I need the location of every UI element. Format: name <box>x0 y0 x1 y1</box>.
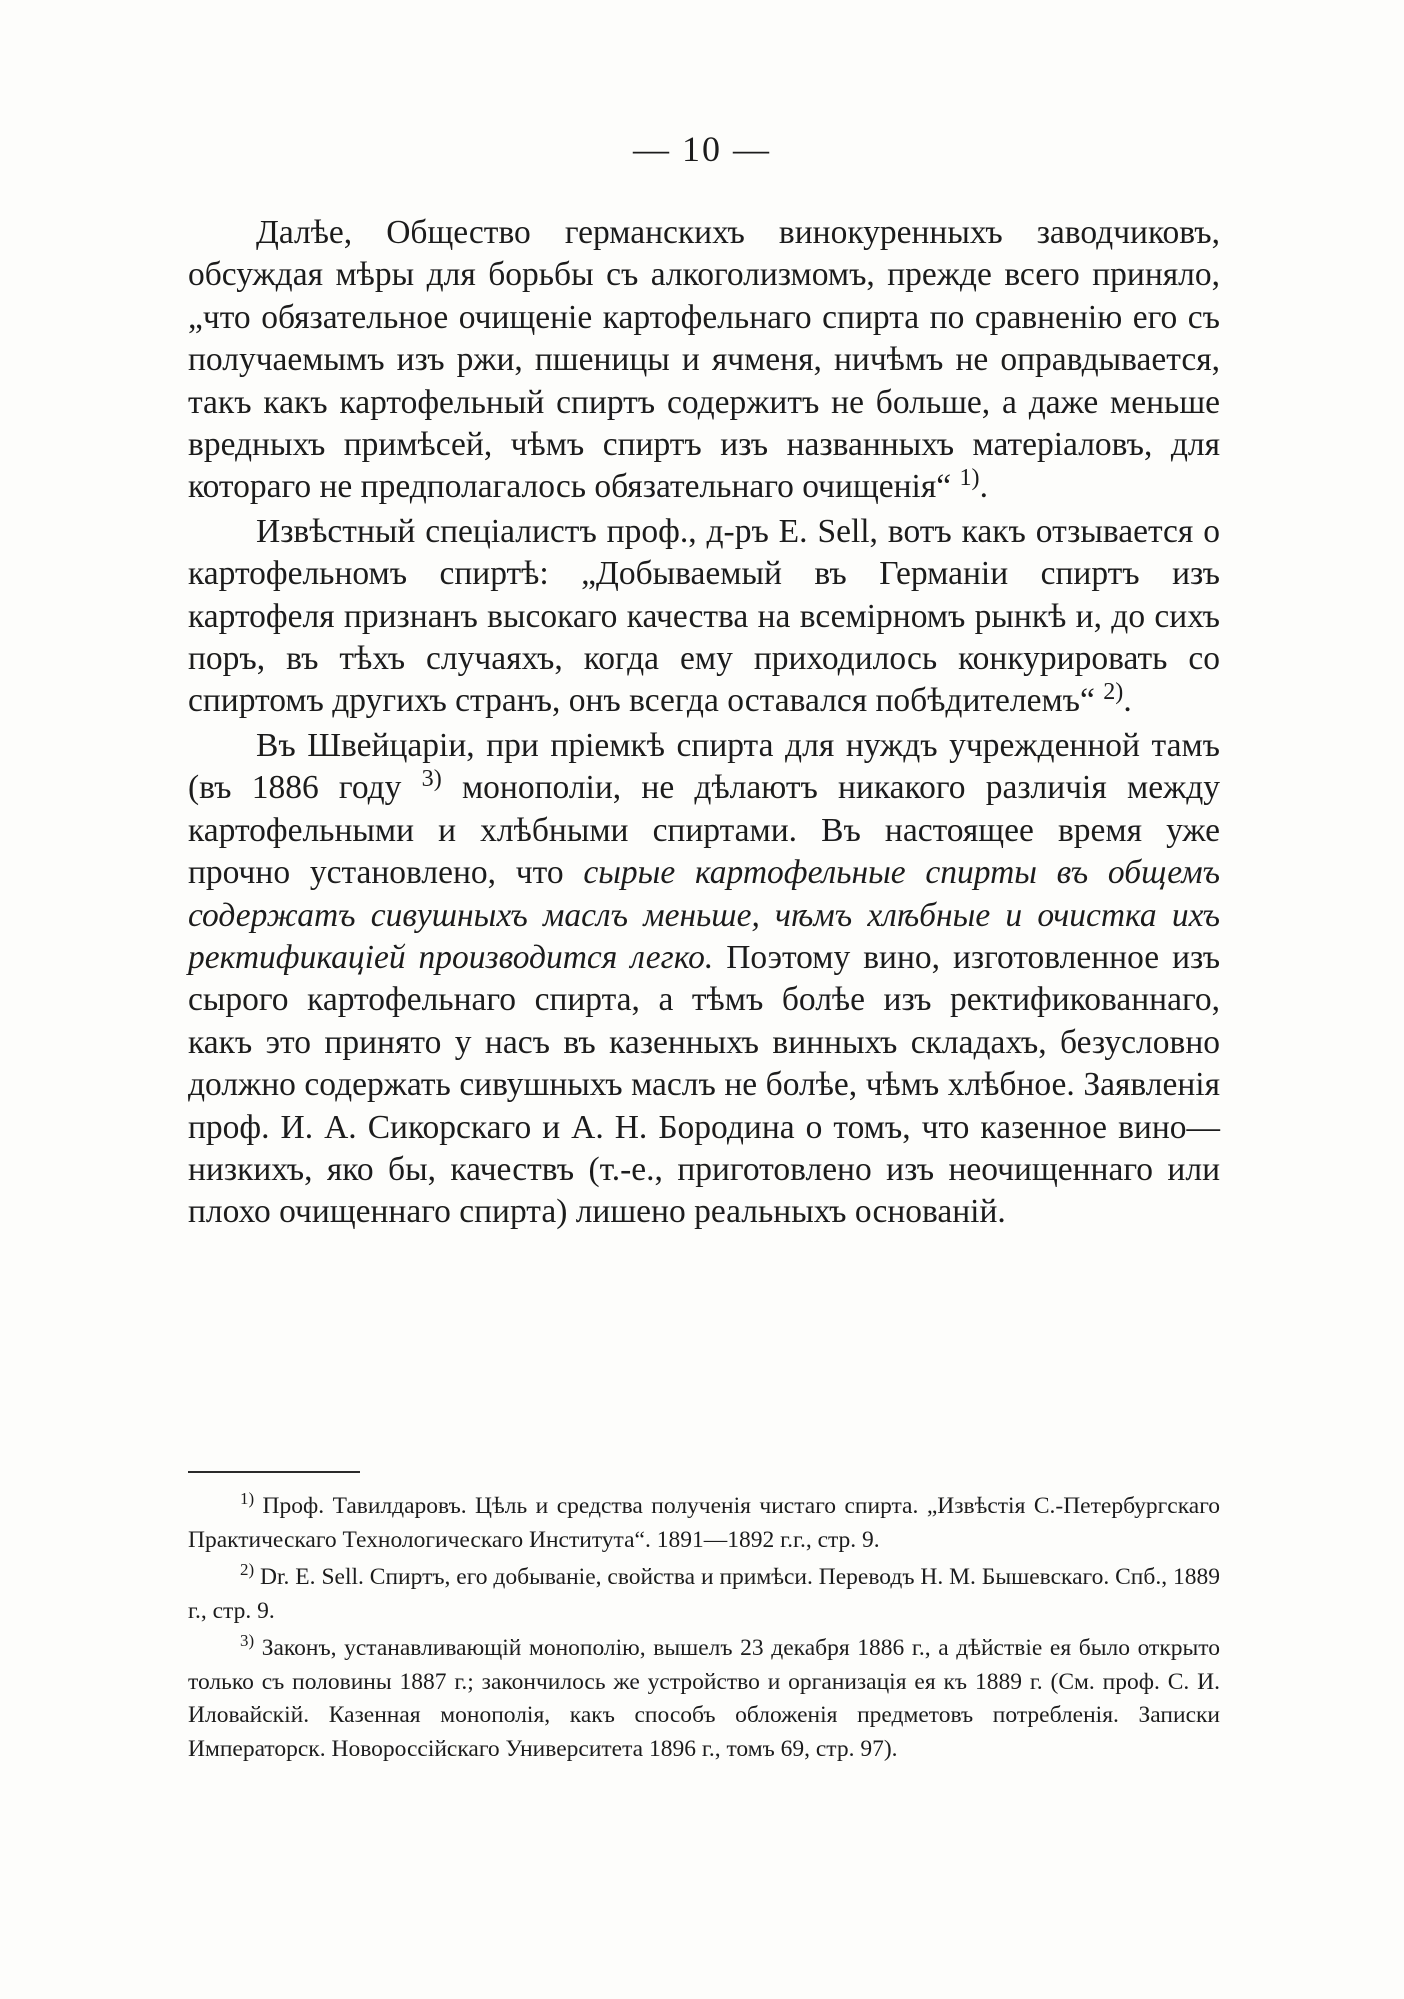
paragraph-2-text: Извѣстный спеціалистъ проф., д-ръ Е. Sell, вотъ какъ отзывается о картофельномъ спиртѣ: „Добываемый въ Германіи спиртъ изъ картофеля признанъ высокаго качества на всемірномъ рынкѣ и, до сихъ поръ, въ тѣхъ случаяхъ, когда ему приходилось конкурировать со спиртомъ другихъ странъ, онъ всегда оставался побѣдителемъ“ <box>188 512 1220 720</box>
paragraph-1-text: Далѣе, Общество германскихъ винокуренныхъ заводчиковъ, обсуждая мѣры для борьбы съ алкоголизмомъ, прежде всего приняло, „что обязательное очищеніе картофельнаго спирта по сравненію его съ получаемымъ изъ ржи, пшеницы и ячменя, ничѣмъ не оправдывается, такъ какъ картофельный спиртъ содержитъ не больше, а даже меньше вредныхъ примѣсей, чѣмъ спиртъ изъ названныхъ матеріаловъ, для котораго не предполагалось обязательнаго очищенія“ <box>188 214 1220 506</box>
paragraph-3-text-a: Въ Швейцаріи, при пріемкѣ спирта для нуждъ учрежденной тамъ (въ 1886 году <box>188 726 1220 807</box>
footnote-mark-1: 1) <box>240 1489 255 1509</box>
paragraph-3-text-c: Поэтому вино, изготовленное изъ сырого картофельнаго спирта, а тѣмъ болѣе изъ ректификованнаго, какъ это принято у насъ въ казенныхъ винныхъ складахъ, безусловно должно содержать сивушныхъ маслъ не болѣе, чѣмъ хлѣбное. Заявленія проф. И. А. Сикорскаго и А. Н. Бородина о томъ, что казенное вино—низкихъ, яко бы, качествъ (т.-е., приготовлено изъ неочищеннаго или плохо очищеннаго спирта) лишено реальныхъ основаній. <box>188 938 1221 1231</box>
footnote-ref-2: 2) <box>1103 679 1124 706</box>
paragraph-1: Далѣе, Общество германскихъ винокуренныхъ заводчиковъ, обсуждая мѣры для борьбы съ алкоголизмомъ, прежде всего приняло, „что обязательное очищеніе картофельнаго спирта по сравненію его съ получаемымъ изъ ржи, пшеницы и ячменя, ничѣмъ не оправдывается, такъ какъ картофельный спиртъ содержитъ не больше, а даже меньше вредныхъ примѣсей, чѣмъ спиртъ изъ названныхъ матеріаловъ, для котораго не предполагалось обязательнаго очищенія“ $^{1)}$. <box>188 214 1220 506</box>
paragraph-3-italic: сырые картофельные спирты въ общемъ содержатъ сивушныхъ маслъ меньше, чѣмъ хлѣбные и очистка ихъ ректификаціей производится легко. <box>188 854 1220 976</box>
footnote-ref-1: 1) <box>959 465 980 492</box>
footnote-mark-2: 2) <box>240 1560 255 1580</box>
footnote-2 <box>188 1561 1220 1628</box>
footnote-ref-3: 3) <box>421 766 442 793</box>
footnote-1-text: Проф. Тавилдаровъ. Цѣль и средства полученія чистаго спирта. „Извѣстія С.-Петербургскаго Практическаго Технологическаго Института“. 1891—1892 г.г., стр. 9. <box>188 1493 1220 1553</box>
footnote-mark-3: 3) <box>240 1631 255 1651</box>
footnote-divider <box>188 1471 360 1473</box>
page-number: — 10 — <box>633 129 771 169</box>
paragraph-3 <box>188 725 1220 1234</box>
paragraph-2: Извѣстный спеціалистъ проф., д-ръ Е. Sell, вотъ какъ отзывается о картофельномъ спиртѣ: „Добываемый въ Германіи спиртъ изъ картофеля признанъ высокаго качества на всемірномъ рынкѣ и, до сихъ поръ, въ тѣхъ случаяхъ, когда ему приходилось конкурировать со спиртомъ другихъ странъ, онъ всегда оставался побѣдителемъ“ $^{2)}$. <box>188 512 1220 720</box>
footnotes <box>188 1490 1220 1770</box>
paragraph-3-text-b: монополіи, не дѣлаютъ никакого различія между картофельными и хлѣбными спиртами. Въ настоящее время уже прочно установлено, что <box>188 769 1221 892</box>
body-text <box>188 212 1220 1236</box>
footnote-2-text: Dr. E. Sell. Спиртъ, его добываніе, свойства и примѣси. Переводъ Н. М. Бышевскаго. Спб., 1889 г., стр. 9. <box>188 1564 1221 1624</box>
footnote-3-text: Законъ, устанавливающій монополію, вышелъ 23 декабря 1886 г., а дѣйствіе ея было открыто только съ половины 1887 г.; закончилось же устройство и организація ея къ 1889 г. (См. проф. С. И. Иловайскій. Казенная монополія, какъ способъ обложенія предметовъ потребленія. Записки Императорск. Новороссійскаго Университета 1896 г., томъ 69, стр. 97). <box>188 1635 1220 1762</box>
footnote-3 <box>188 1632 1220 1766</box>
footnote-1 <box>188 1490 1220 1557</box>
